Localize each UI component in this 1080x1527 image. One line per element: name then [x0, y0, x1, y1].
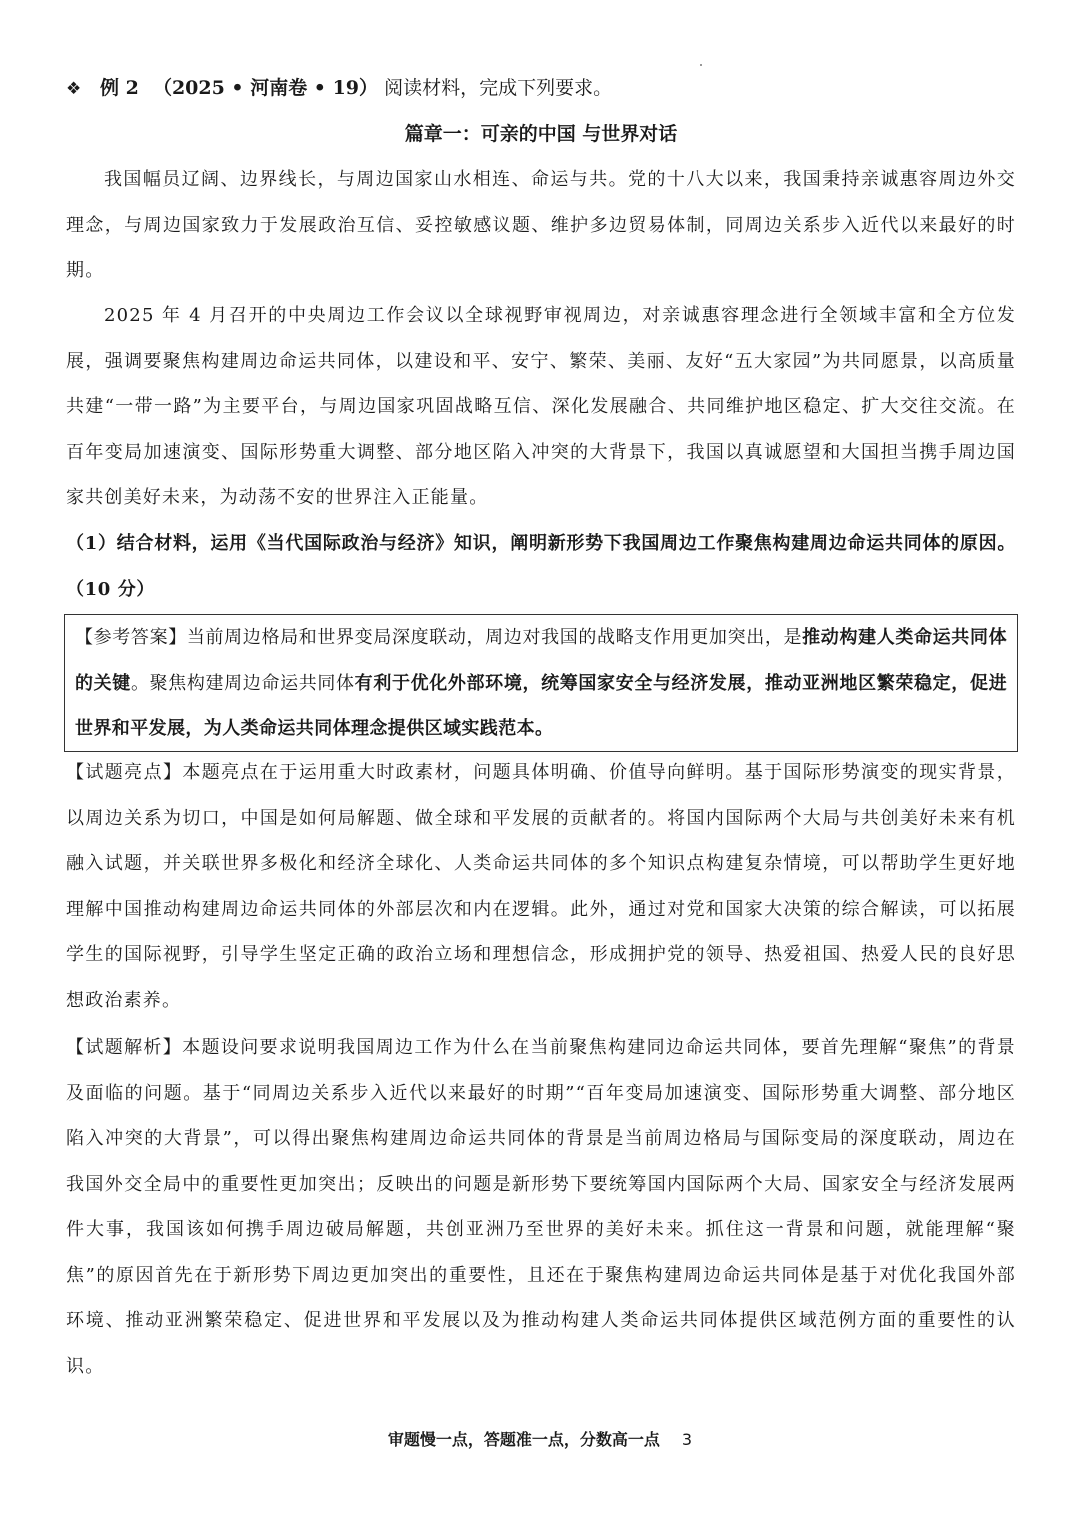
footer-slogan: 审题慢一点，答题准一点，分数高一点 — [387, 1430, 660, 1449]
analysis-text: 本题设问要求说明我国周边工作为什么在当前聚焦构建同边命运共同体，要首先理解“聚焦”的背景及面临的问题。基于“同周边关系步入近代以来最好的时期”“百年变局加速演变、国际形势重大调整、部分地区陷入冲突的大背景”，可以得出聚焦构建周边命运共同体的背景是当前周边格局与国际变局的深度联动，周边在我国外交全局中的重要性更加突出；反映出的问题是新形势下要统筹国内国际两个大局、国家安全与经济发展两件大事，我国该如何携手周边破局解题，共创亚洲乃至世界的美好未来。抓住这一背景和问题，就能理解“聚焦”的原因首先在于新形势下周边更加突出的重要性，且还在于聚焦构建周边命运共同体是基于对优化我国外部环境、推动亚洲繁荣稳定、促进世界和平发展以及为推动构建人类命运共同体提供区域范例方面的重要性的认识。 — [66, 1037, 1017, 1377]
example-label: 例 2 — [100, 77, 139, 99]
page-number: 3 — [681, 1430, 693, 1449]
chapter-title: 篇章一：可亲的中国 与世界对话 — [404, 123, 678, 145]
scan-speck — [700, 64, 702, 66]
answer-label: 【参考答案】 — [75, 627, 187, 648]
highlights-section — [66, 750, 1016, 1023]
answer-text-1: 当前周边格局和世界变局深度联动，周边对我国的战略支作用更加突出，是 — [186, 627, 803, 648]
example-source: （2025 • 河南卷 • 19） — [152, 77, 379, 99]
page-footer — [0, 1428, 1080, 1452]
analysis-section — [66, 1025, 1016, 1389]
highlights-text: 本题亮点在于运用重大时政素材，问题具体明确、价值导向鲜明。基于国际形势演变的现实背景，以周边关系为切口，中国是如何局解题、做全球和平发展的贡献者的。将国内国际两个大局与共创美好未来有机融入试题，并关联世界多极化和经济全球化、人类命运共同体的多个知识点构建复杂情境，可以帮助学生更好地理解中国推动构建周边命运共同体的外部层次和内在逻辑。此外，通过对党和国家大决策的综合解读，可以拓展学生的国际视野，引导学生坚定正确的政治立场和理想信念，形成拥护党的领导、热爱祖国、热爱人民的良好思想政治素养。 — [66, 762, 1016, 1011]
highlights-label: 【试题亮点】 — [66, 762, 183, 783]
material-paragraph-2: 2025 年 4 月召开的中央周边工作会议以全球视野审视周边，对亲诚惠容理念进行全领域丰富和全方位发展，强调要聚焦构建周边命运共同体，以建设和平、安宁、繁荣、美丽、友好“五大家园”为共同愿景，以高质量共建“一带一路”为主要平台，与周边国家巩固战略互信、深化发展融合、共同维护地区稳定、扩大交往交流。在百年变局加速演变、国际形势重大调整、部分地区陷入冲突的大背景下，我国以真诚愿望和大国担当携手周边国家共创美好未来，为动荡不安的世界注入正能量。 — [66, 305, 1016, 508]
reference-answer-box — [64, 614, 1018, 752]
answer-text-2: 。聚焦构建周边命运共同体 — [130, 672, 355, 694]
analysis-label: 【试题解析】 — [66, 1037, 183, 1058]
diamond-bullet-icon: ❖ — [66, 79, 82, 99]
question-1: （1）结合材料，运用《当代国际政治与经济》知识，阐明新形势下我国周边工作聚焦构建周边命运共同体的原因。（10 分） — [66, 533, 1016, 600]
material-paragraph-1: 我国幅员辽阔、边界线长，与周边国家山水相连、命运与共。党的十八大以来，我国秉持亲诚惠容周边外交理念，与周边国家致力于发展政治互信、妥控敏感议题、维护多边贸易体制，同周边关系步入近代以来最好的时期。 — [66, 169, 1016, 281]
example-instruction: 阅读材料，完成下列要求。 — [384, 77, 613, 99]
answer-bold-2: 有利于优化外部环境，统筹国家安全与经济发展，推动亚洲地区繁荣稳定，促进世界和平发展，为人类命运共同体理念提供区域实践范本。 — [75, 672, 1007, 739]
answer-bold-1: 推动构建人类命运共同体的关键 — [75, 627, 1008, 694]
example-header — [66, 72, 612, 105]
